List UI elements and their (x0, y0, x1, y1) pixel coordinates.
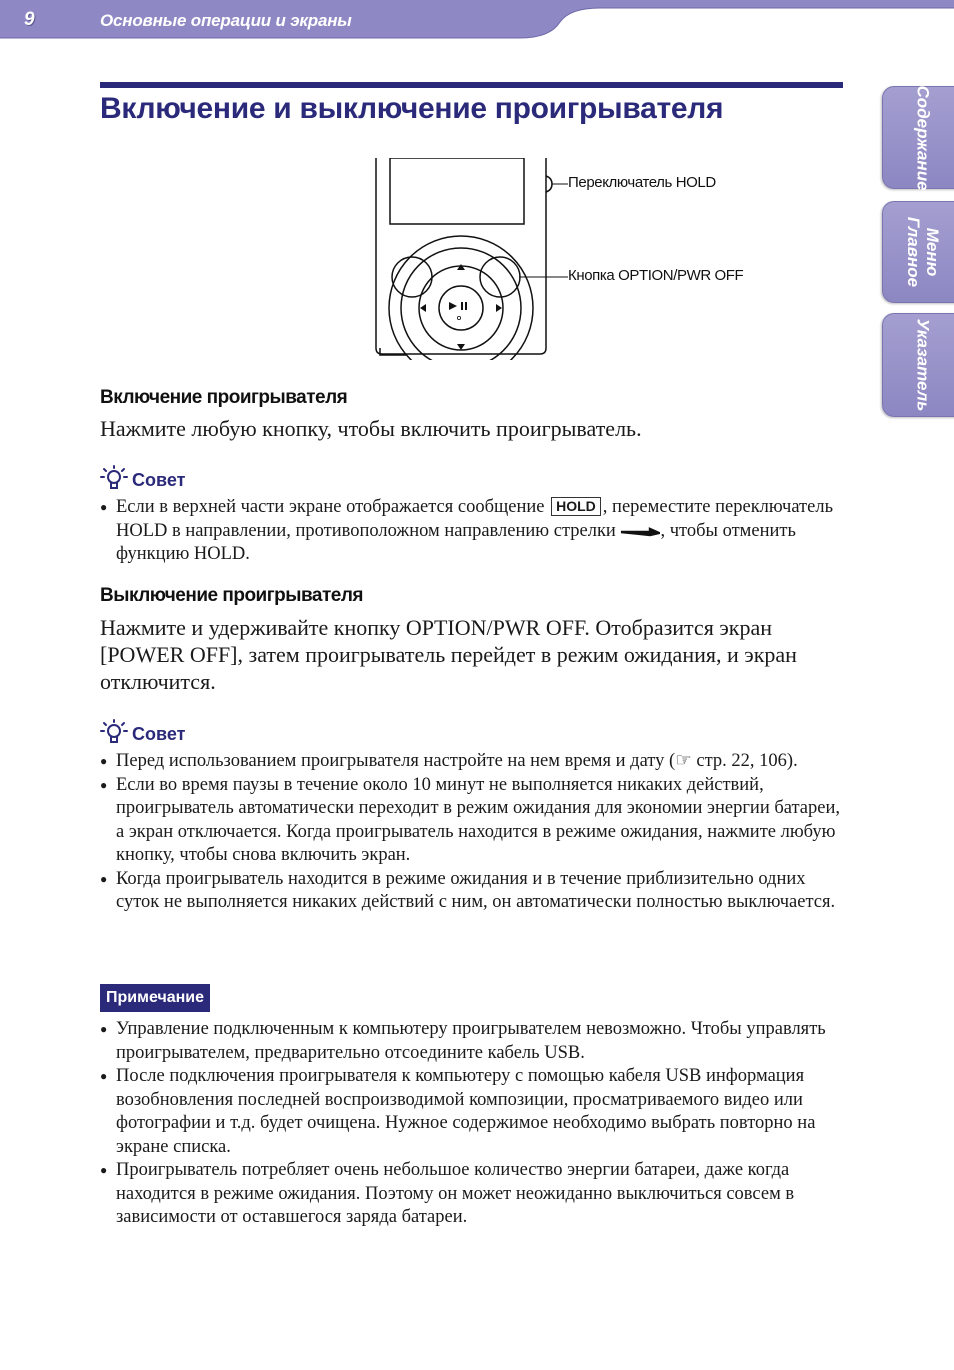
tip-1-list (100, 496, 845, 567)
list-item: ● Когда проигрыватель находится в режиме ожидания и в течение приблизительно одних суток не выполняется никаких действий с ним, он автоматически полностью выключается. (100, 868, 845, 915)
lightbulb-icon (100, 718, 128, 746)
callout-hold-switch: Переключатель HOLD (568, 174, 716, 191)
power-on-heading: Включение проигрывателя (100, 387, 348, 408)
note-badge: Примечание (100, 984, 210, 1012)
list-item (100, 496, 845, 567)
power-on-text: Нажмите любую кнопку, чтобы включить проигрыватель. (100, 416, 642, 441)
tip-1-text-end: , чтобы отменить функцию HOLD. (116, 520, 796, 564)
list-item: ● После подключения проигрывателя к компьютеру с помощью кабеля USB информация возобновления последней воспроизводимой композиции, просматриваемого видео или фотографии и т.д. будет очищена. Нужное содержимое необходимо выбрать повторно на экране списка. (100, 1065, 845, 1159)
tab-index-label: Указатель (913, 318, 933, 412)
list-item: ● Проигрыватель потребляет очень небольшое количество энергии батареи, даже когда находится в режиме ожидания. Поэтому он может неожиданно выключиться совсем в зависимости от оставшегося заряда батареи. (100, 1159, 845, 1230)
note-list (100, 1018, 845, 1230)
hold-badge: HOLD (551, 497, 601, 516)
page-header (0, 0, 954, 40)
tab-contents-label: Содержание (913, 84, 933, 191)
tip-1-text-middle: , переместите переключатель HOLD в направлении, противоположном направлению стрелки (116, 497, 834, 541)
list-item: ● Управление подключенным к компьютеру проигрывателем невозможно. Чтобы управлять проигрывателем, предварительно отсоедините кабель USB. (100, 1018, 845, 1065)
callout-option-button: Кнопка OPTION/PWR OFF (568, 267, 744, 284)
power-off-text: Нажмите и удерживайте кнопку OPTION/PWR OFF. Отобразится экран [POWER OFF], затем проигрыватель перейдет в режим ожидания, и экран отключится. (100, 615, 797, 694)
list-item: ● Если во время паузы в течение около 10 минут не выполняется никаких действий, проигрыватель автоматически переходит в режим ожидания для экономии энергии батареи, а экран отключается. Когда проигрыватель находится в режиме ожидания, нажмите любую кнопку, чтобы снова включить экран. (100, 774, 845, 868)
tip-2-item-1-end: стр. 22, 106). (691, 751, 798, 771)
section-name: Основные операции и экраны (100, 11, 352, 30)
page-number: 9 (24, 9, 35, 30)
title-rule (100, 82, 843, 88)
power-off-heading: Выключение проигрывателя (100, 585, 363, 606)
tip-2-label: Совет (132, 724, 186, 744)
arrow-right-icon (620, 524, 660, 538)
tab-contents[interactable] (882, 86, 954, 189)
list-item (100, 750, 845, 774)
tab-home-menu[interactable] (882, 201, 954, 303)
tip-2-list (100, 750, 845, 915)
tab-index[interactable] (882, 313, 954, 417)
page-title: Включение и выключение проигрывателя (100, 92, 724, 125)
tip-1-text-start: Если в верхней части экране отображается сообщение (116, 497, 545, 517)
page-reference-icon: ☞ (675, 751, 692, 771)
tip-2-item-1-start: Перед использованием проигрывателя настройте на нем время и дату ( (116, 751, 676, 771)
tip-1-label: Совет (132, 470, 186, 490)
tab-home-menu-label: Меню Главное (904, 216, 942, 288)
lightbulb-icon (100, 464, 128, 492)
